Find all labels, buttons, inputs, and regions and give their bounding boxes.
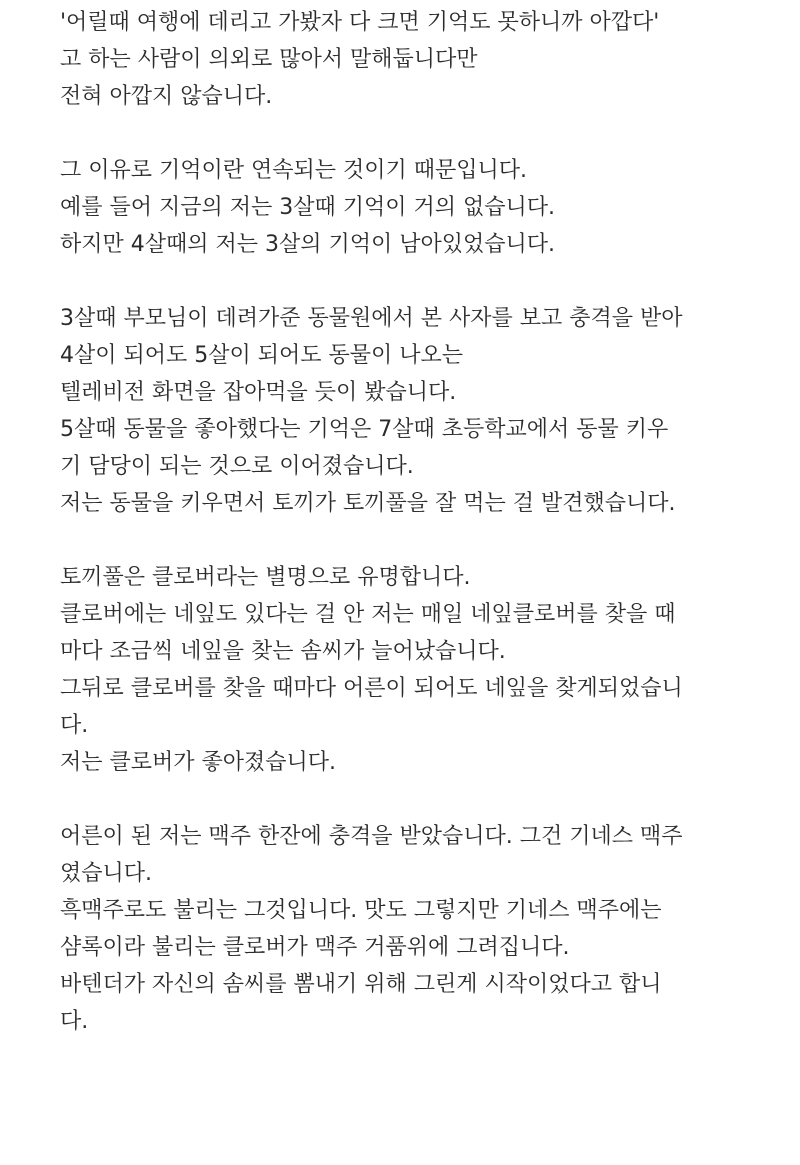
text-line: 예를 들어 지금의 저는 3살때 기억이 거의 없습니다. <box>60 195 555 220</box>
text-line: 클로버에는 네잎도 있다는 걸 안 저는 매일 네잎클로버를 찾을 때 <box>60 602 676 627</box>
text-line: 마다 조금씩 네잎을 찾는 솜씨가 늘어났습니다. <box>60 639 506 664</box>
text-line: 기 담당이 되는 것으로 이어졌습니다. <box>60 454 414 479</box>
text-line: '어릴때 여행에 데리고 가봤자 다 크면 기억도 못하니까 아깝다' <box>60 10 660 35</box>
text-line: 어른이 된 저는 맥주 한잔에 충격을 받았습니다. 그건 기네스 맥주 <box>60 824 683 849</box>
post-body <box>60 4 780 1040</box>
text-line: 그 이유로 기억이란 연속되는 것이기 때문입니다. <box>60 158 528 183</box>
text-line: 흑맥주로도 불리는 그것입니다. 맛도 그렇지만 기네스 맥주에는 <box>60 898 662 923</box>
paragraph-spacer <box>60 263 780 300</box>
text-line: 였습니다. <box>60 861 153 886</box>
paragraph-spacer <box>60 781 780 818</box>
text-line: 저는 동물을 키우면서 토끼가 토끼풀을 잘 먹는 걸 발견했습니다. <box>60 491 676 516</box>
text-line: 4살이 되어도 5살이 되어도 동물이 나오는 <box>60 343 463 368</box>
text-line: 텔레비전 화면을 잡아먹을 듯이 봤습니다. <box>60 380 457 405</box>
paragraph <box>60 4 780 115</box>
paragraph-spacer <box>60 522 780 559</box>
text-line: 토끼풀은 클로버라는 별명으로 유명합니다. <box>60 565 471 590</box>
text-line: 3살때 부모님이 데려가준 동물원에서 본 사자를 보고 충격을 받아 <box>60 306 683 331</box>
text-line: 5살때 동물을 좋아했다는 기억은 7살때 초등학교에서 동물 키우 <box>60 417 669 442</box>
paragraph <box>60 152 780 263</box>
text-line: 전혀 아깝지 않습니다. <box>60 84 273 109</box>
text-line: 샴록이라 불리는 클로버가 맥주 거품위에 그려집니다. <box>60 935 570 960</box>
text-line: 그뒤로 클로버를 찾을 때마다 어른이 되어도 네잎을 찾게되었습니 <box>60 676 683 701</box>
text-line: 바텐더가 자신의 솜씨를 뽐내기 위해 그린게 시작이었다고 합니 <box>60 972 662 997</box>
paragraph <box>60 300 780 522</box>
text-line: 하지만 4살때의 저는 3살의 기억이 남아있었습니다. <box>60 232 555 257</box>
text-line: 고 하는 사람이 의외로 많아서 말해둡니다만 <box>60 47 478 72</box>
paragraph-spacer <box>60 115 780 152</box>
text-line: 다. <box>60 1009 89 1034</box>
text-line: 저는 클로버가 좋아졌습니다. <box>60 750 337 775</box>
text-line: 다. <box>60 713 89 738</box>
paragraph <box>60 818 780 1040</box>
paragraph <box>60 559 780 781</box>
